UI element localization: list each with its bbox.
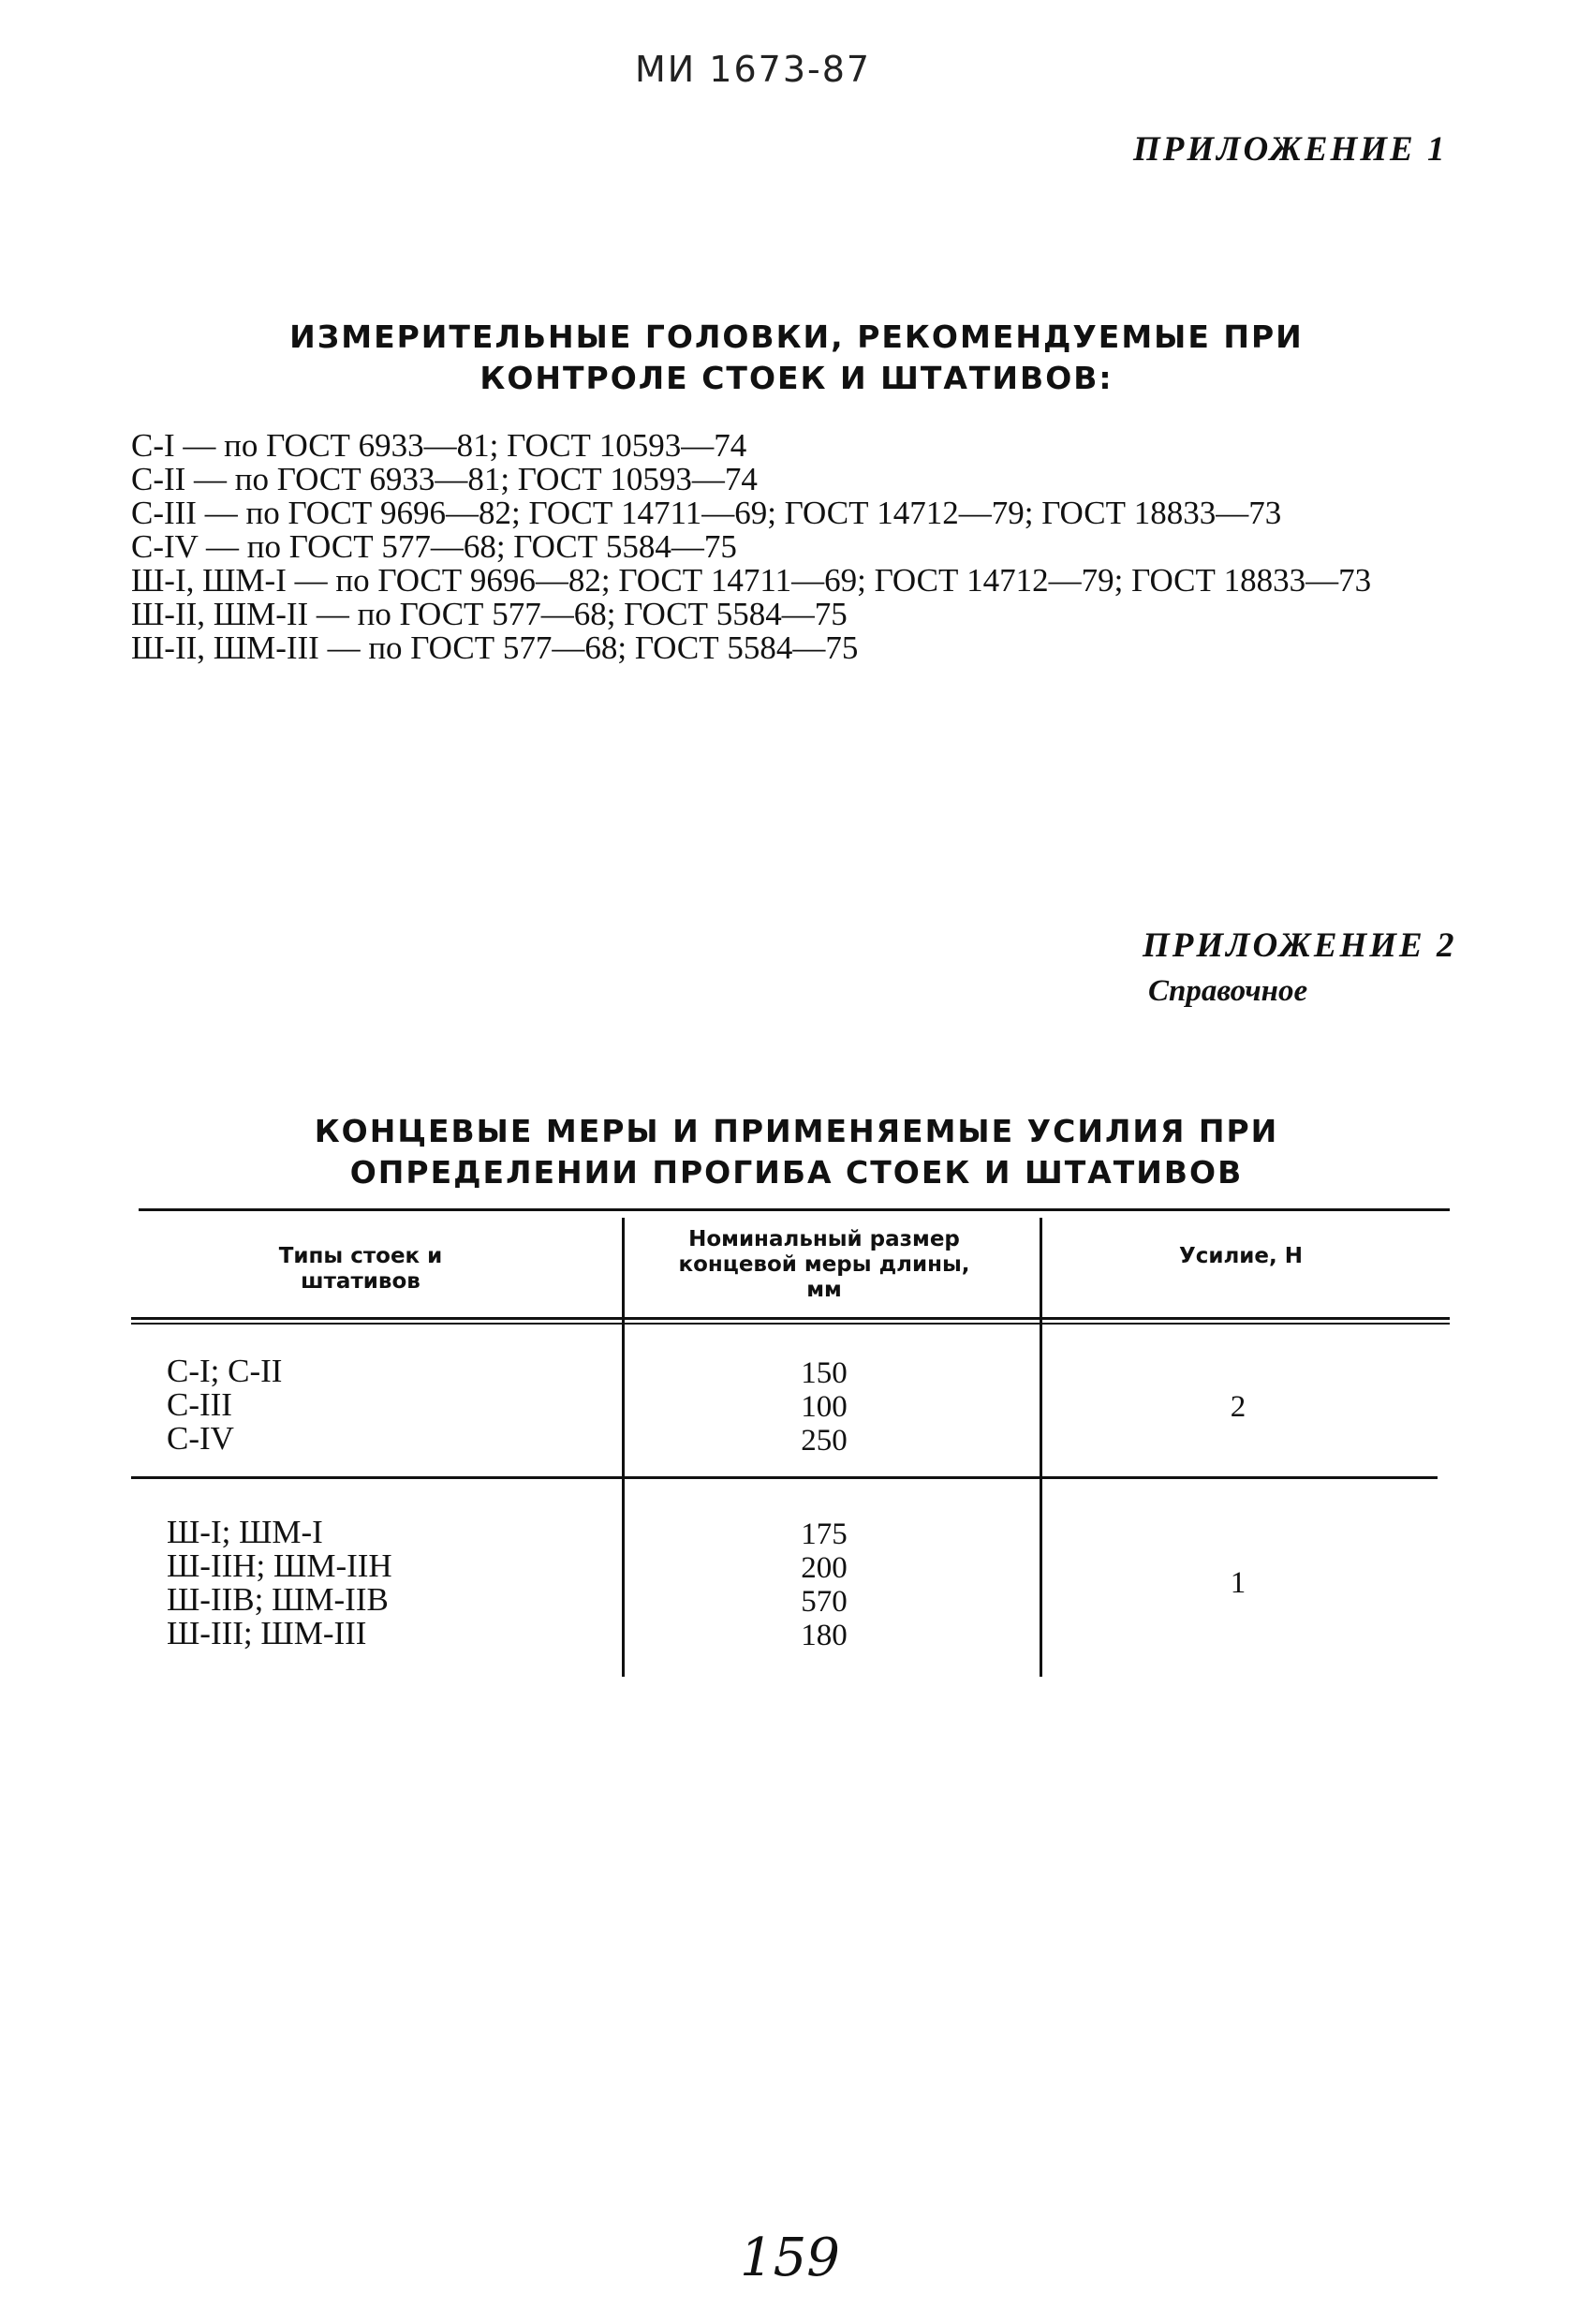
appendix-2-title — [0, 1111, 1593, 1193]
group-1-sizes — [730, 1356, 918, 1458]
table-cell: С-I; С-II — [167, 1353, 283, 1389]
table-header-size: Номинальный размер концевой меры длины, мм — [678, 1227, 970, 1302]
group-2-force: 1 — [1230, 1566, 1246, 1600]
table-cell: 200 — [801, 1551, 848, 1585]
gauge-head-list — [131, 429, 1442, 665]
table-header-rule-thin — [131, 1323, 1450, 1325]
appendix-1-title — [0, 317, 1593, 399]
list-item: С-III — по ГОСТ 9696—82; ГОСТ 14711—69; ГОСТ 14712—79; ГОСТ 18833—73 — [131, 495, 1282, 531]
appendix-2-sublabel: Справочное — [1148, 974, 1308, 1008]
page-number: 159 — [740, 2228, 840, 2288]
appendix-1-title-line-2: КОНТРОЛЕ СТОЕК И ШТАТИВОВ: — [479, 360, 1114, 396]
table-column-divider-2 — [1040, 1218, 1042, 1677]
table-cell: С-IV — [167, 1420, 234, 1457]
table-column-divider-1 — [622, 1218, 625, 1677]
table-group-divider — [131, 1476, 1438, 1479]
appendix-2-label: ПРИЛОЖЕНИЕ 2 — [1143, 926, 1457, 965]
table-header-force: Усилие, Н — [1178, 1244, 1304, 1268]
table-cell: 180 — [801, 1619, 848, 1652]
table-cell: Ш-III; ШМ-III — [167, 1615, 367, 1651]
appendix-1-title-line-1: ИЗМЕРИТЕЛЬНЫЕ ГОЛОВКИ, РЕКОМЕНДУЕМЫЕ ПРИ — [289, 318, 1304, 355]
list-item: Ш-I, ШМ-I — по ГОСТ 9696—82; ГОСТ 14711—69; ГОСТ 14712—79; ГОСТ 18833—73 — [131, 562, 1372, 599]
table-cell: 100 — [801, 1390, 848, 1424]
table-cell: 570 — [801, 1585, 848, 1619]
table-cell: 250 — [801, 1424, 848, 1458]
document-code: МИ 1673-87 — [635, 49, 872, 90]
group-2-types — [167, 1516, 392, 1650]
table-header-rule — [131, 1317, 1450, 1320]
appendix-2-title-line-2: ОПРЕДЕЛЕНИИ ПРОГИБА СТОЕК И ШТАТИВОВ — [349, 1154, 1244, 1191]
appendix-2-title-line-1: КОНЦЕВЫЕ МЕРЫ И ПРИМЕНЯЕМЫЕ УСИЛИЯ ПРИ — [314, 1113, 1279, 1149]
table-cell: 150 — [801, 1356, 848, 1390]
group-2-sizes — [730, 1517, 918, 1652]
group-1-types — [167, 1354, 282, 1456]
table-header-types: Типы стоек и штативов — [278, 1244, 443, 1294]
table-cell: 175 — [801, 1517, 848, 1551]
appendix-1-label: ПРИЛОЖЕНИЕ 1 — [1133, 130, 1448, 169]
table-cell: Ш-I; ШМ-I — [167, 1514, 323, 1550]
list-item: С-II — по ГОСТ 6933—81; ГОСТ 10593—74 — [131, 461, 758, 497]
table-cell: С-III — [167, 1386, 232, 1423]
list-item: Ш-II, ШМ-III — по ГОСТ 577—68; ГОСТ 5584—75 — [131, 629, 859, 666]
table-cell: Ш-IIВ; ШМ-IIВ — [167, 1581, 389, 1618]
list-item: С-IV — по ГОСТ 577—68; ГОСТ 5584—75 — [131, 528, 737, 565]
table-top-rule — [139, 1208, 1450, 1211]
list-item: Ш-II, ШМ-II — по ГОСТ 577—68; ГОСТ 5584—75 — [131, 596, 848, 632]
table-cell: Ш-IIН; ШМ-IIН — [167, 1547, 392, 1584]
list-item: С-I — по ГОСТ 6933—81; ГОСТ 10593—74 — [131, 427, 747, 464]
group-1-force: 2 — [1230, 1390, 1246, 1424]
